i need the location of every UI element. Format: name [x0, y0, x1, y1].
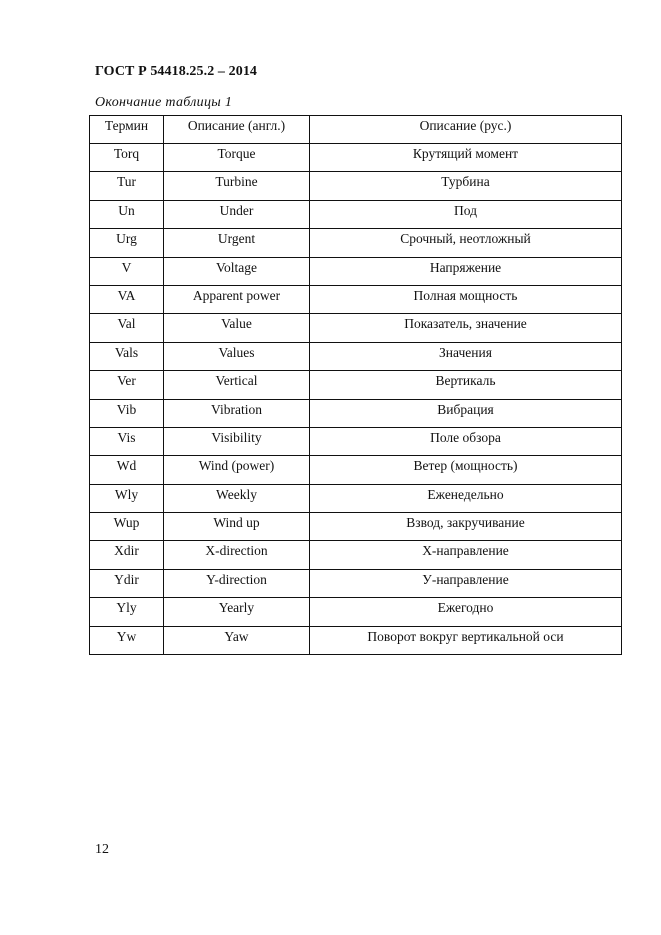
term-cell: Vals	[90, 342, 164, 370]
description-ru-cell: Срочный, неотложный	[310, 229, 622, 257]
description-ru-cell: Ежегодно	[310, 598, 622, 626]
table-body	[90, 144, 622, 655]
column-header-description-en: Описание (англ.)	[164, 116, 310, 144]
term-cell: Wup	[90, 513, 164, 541]
description-ru-cell: Х-направление	[310, 541, 622, 569]
description-en-cell: Yaw	[164, 626, 310, 654]
description-en-cell: Wind up	[164, 513, 310, 541]
description-ru-cell: Значения	[310, 342, 622, 370]
table-row	[90, 342, 622, 370]
table-header-row	[90, 116, 622, 144]
page-number: 12	[95, 842, 109, 857]
table-row	[90, 484, 622, 512]
description-en-cell: Torque	[164, 144, 310, 172]
description-ru-cell: Показатель, значение	[310, 314, 622, 342]
description-en-cell: Turbine	[164, 172, 310, 200]
table-row	[90, 144, 622, 172]
table-row	[90, 257, 622, 285]
column-header-term: Термин	[90, 116, 164, 144]
description-en-cell: Wind (power)	[164, 456, 310, 484]
table-row	[90, 229, 622, 257]
description-ru-cell: Поворот вокруг вертикальной оси	[310, 626, 622, 654]
description-en-cell: Yearly	[164, 598, 310, 626]
term-cell: Torq	[90, 144, 164, 172]
description-ru-cell: Турбина	[310, 172, 622, 200]
description-en-cell: X-direction	[164, 541, 310, 569]
term-cell: Yw	[90, 626, 164, 654]
table-row	[90, 399, 622, 427]
description-en-cell: Urgent	[164, 229, 310, 257]
description-ru-cell: Полная мощность	[310, 285, 622, 313]
description-en-cell: Vertical	[164, 371, 310, 399]
description-en-cell: Weekly	[164, 484, 310, 512]
description-en-cell: Under	[164, 200, 310, 228]
term-cell: Un	[90, 200, 164, 228]
description-ru-cell: Ветер (мощность)	[310, 456, 622, 484]
term-cell: Vib	[90, 399, 164, 427]
term-cell: Vis	[90, 427, 164, 455]
term-cell: Wly	[90, 484, 164, 512]
table-caption: Окончание таблицы 1	[95, 95, 233, 110]
term-cell: Tur	[90, 172, 164, 200]
term-cell: Wd	[90, 456, 164, 484]
description-en-cell: Y-direction	[164, 569, 310, 597]
term-cell: Ver	[90, 371, 164, 399]
table-row	[90, 513, 622, 541]
description-ru-cell: Вибрация	[310, 399, 622, 427]
description-ru-cell: Вертикаль	[310, 371, 622, 399]
terms-table	[89, 115, 622, 655]
table-row	[90, 626, 622, 654]
term-cell: VA	[90, 285, 164, 313]
description-en-cell: Value	[164, 314, 310, 342]
table-row	[90, 371, 622, 399]
table-row	[90, 200, 622, 228]
term-cell: Urg	[90, 229, 164, 257]
table-row	[90, 456, 622, 484]
table-row	[90, 541, 622, 569]
table-row	[90, 172, 622, 200]
term-cell: Val	[90, 314, 164, 342]
description-en-cell: Values	[164, 342, 310, 370]
table-row	[90, 285, 622, 313]
description-en-cell: Vibration	[164, 399, 310, 427]
table-row	[90, 427, 622, 455]
term-cell: Yly	[90, 598, 164, 626]
term-cell: Ydir	[90, 569, 164, 597]
description-ru-cell: Еженедельно	[310, 484, 622, 512]
description-ru-cell: Взвод, закручивание	[310, 513, 622, 541]
description-en-cell: Visibility	[164, 427, 310, 455]
term-cell: Xdir	[90, 541, 164, 569]
table-row	[90, 314, 622, 342]
table-row	[90, 598, 622, 626]
description-en-cell: Apparent power	[164, 285, 310, 313]
description-ru-cell: Под	[310, 200, 622, 228]
description-ru-cell: Напряжение	[310, 257, 622, 285]
table-row	[90, 569, 622, 597]
document-header: ГОСТ Р 54418.25.2 – 2014	[95, 64, 258, 79]
description-ru-cell: Поле обзора	[310, 427, 622, 455]
column-header-description-ru: Описание (рус.)	[310, 116, 622, 144]
term-cell: V	[90, 257, 164, 285]
description-en-cell: Voltage	[164, 257, 310, 285]
description-ru-cell: Крутящий момент	[310, 144, 622, 172]
description-ru-cell: У-направление	[310, 569, 622, 597]
